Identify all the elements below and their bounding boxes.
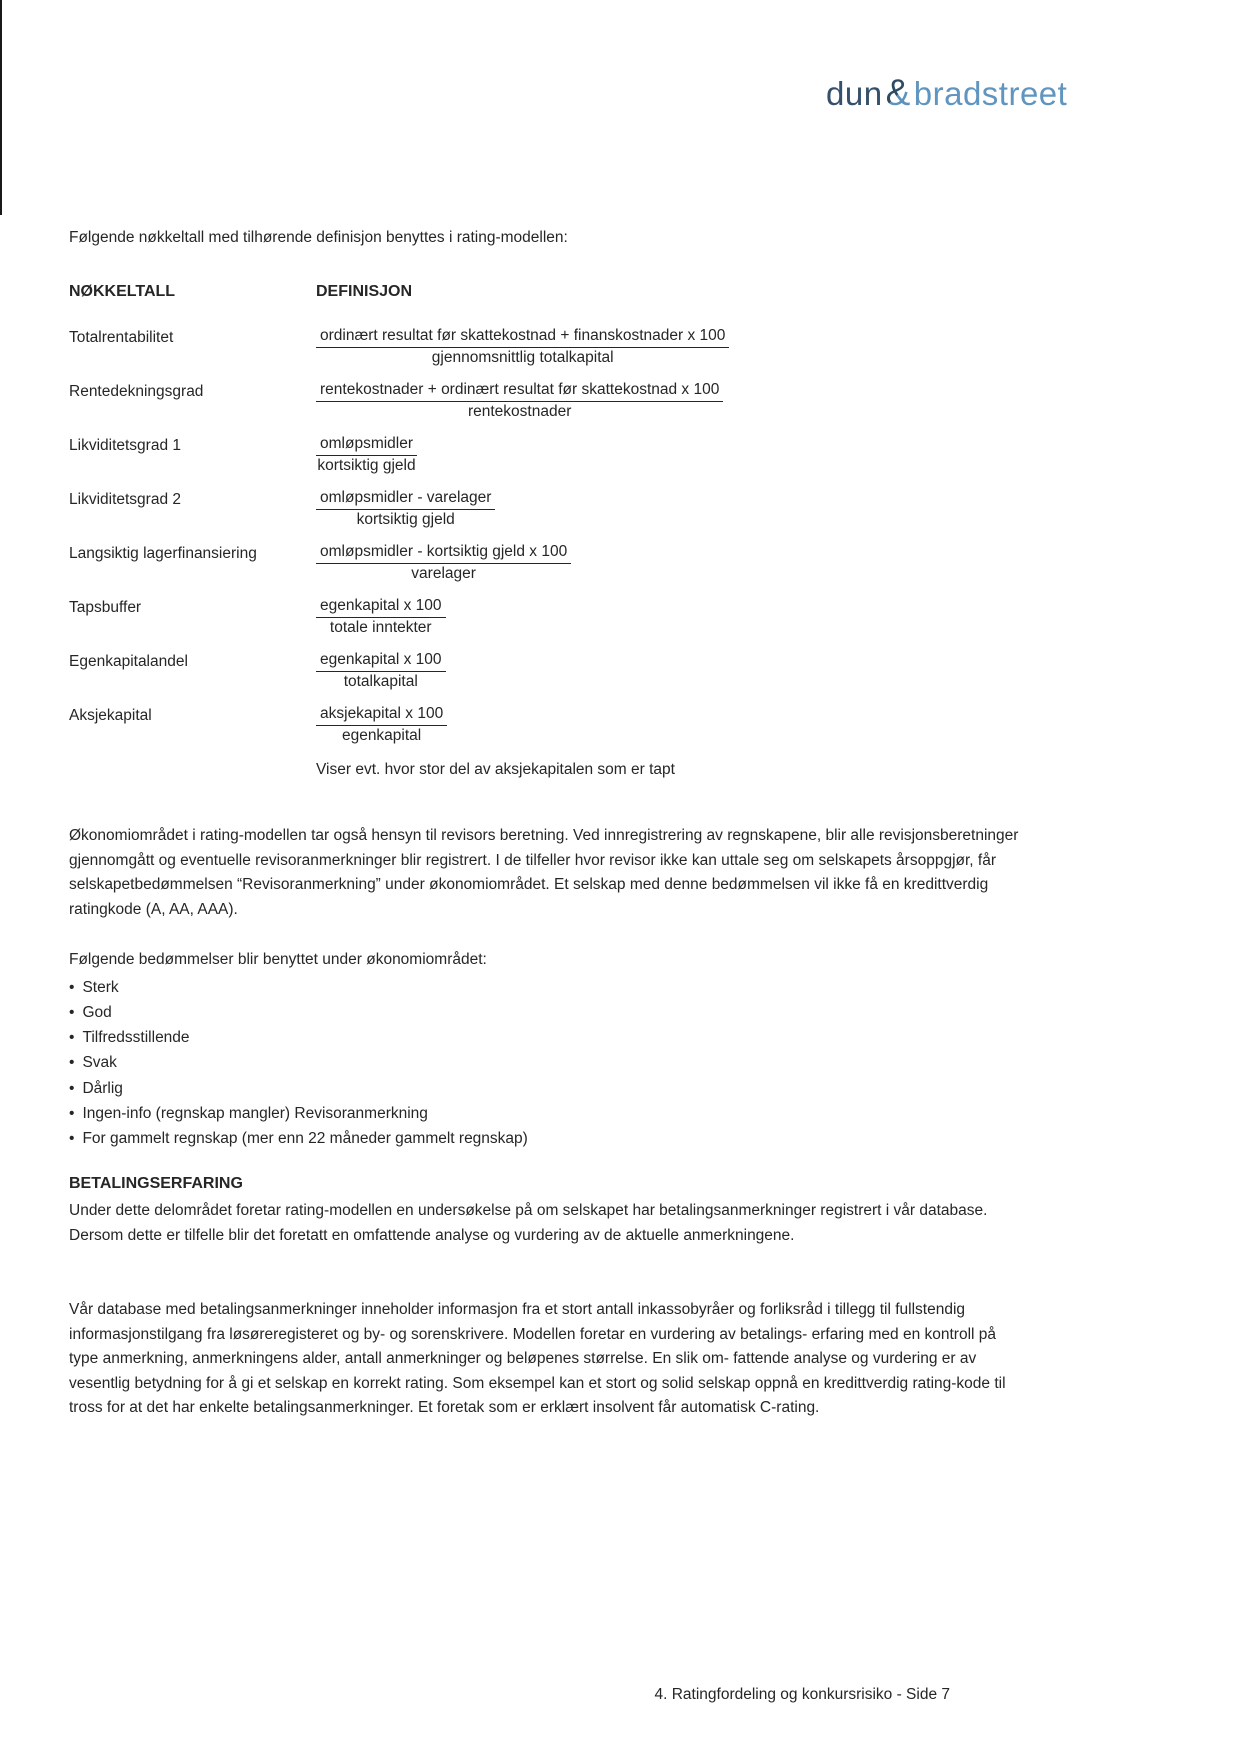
key-figures-table: [69, 283, 1029, 779]
assessments-intro: Følgende bedømmelser blir benyttet under økonomiområdet:: [69, 951, 487, 968]
bullet-icon: •: [69, 1054, 75, 1072]
bullet-icon: •: [69, 1029, 75, 1047]
list-item: [69, 1101, 1026, 1126]
key-figure-label: Likviditetsgrad 2: [69, 491, 182, 508]
aksjekapital-note: Viser evt. hvor stor del av aksjekapitalen som er tapt: [316, 761, 675, 778]
bullet-icon: •: [69, 1104, 75, 1122]
fraction-denominator: egenkapital: [341, 727, 422, 744]
fraction-denominator: gjennomsnittlig totalkapital: [431, 349, 614, 366]
table-row: [69, 651, 1029, 691]
column-header-definition: DEFINISJON: [316, 283, 413, 300]
fraction-numerator: omløpsmidler - varelager: [316, 489, 495, 510]
assessments-section: [69, 948, 1026, 1152]
definition-fraction: [316, 381, 723, 421]
intro-text: Følgende nøkkeltall med tilhørende definisjon benyttes i rating-modellen:: [69, 229, 568, 246]
definition-fraction: [316, 543, 571, 583]
key-figure-label: Rentedekningsgrad: [69, 383, 204, 400]
key-figure-label: Langsiktig lagerfinansiering: [69, 545, 257, 562]
list-item: [69, 1050, 1026, 1075]
definition-fraction: [316, 705, 447, 745]
definition-fraction: [316, 489, 495, 529]
fraction-numerator: aksjekapital x 100: [316, 705, 447, 726]
definition-fraction: [316, 597, 446, 637]
key-figure-label: Aksjekapital: [69, 707, 152, 724]
definition-fraction: [316, 651, 446, 691]
bullet-icon: •: [69, 1130, 75, 1148]
bullet-icon: •: [69, 1079, 75, 1097]
fraction-numerator: egenkapital x 100: [316, 597, 446, 618]
logo-ampersand-icon: &: [885, 72, 911, 113]
fraction-denominator: kortsiktig gjeld: [317, 457, 416, 474]
table-row: [69, 435, 1029, 475]
page-footer: 4. Ratingfordeling og konkursrisiko - Side 7: [654, 1686, 950, 1703]
table-row: [69, 543, 1029, 583]
list-item: [69, 1076, 1026, 1101]
list-item-label: Svak: [82, 1054, 117, 1072]
key-figure-label: Totalrentabilitet: [69, 329, 174, 346]
fraction-denominator: totalkapital: [343, 673, 418, 690]
key-figure-label: Egenkapitalandel: [69, 653, 188, 670]
fraction-denominator: kortsiktig gjeld: [356, 511, 455, 528]
fraction-numerator: ordinært resultat før skattekostnad + finanskostnader x 100: [316, 327, 729, 348]
fraction-denominator: varelager: [411, 565, 476, 582]
list-item-label: For gammelt regnskap (mer enn 22 måneder gammelt regnskap): [82, 1130, 528, 1148]
list-item-label: Tilfredsstillende: [82, 1029, 190, 1047]
list-item-label: God: [82, 1003, 112, 1021]
fraction-denominator: totale inntekter: [329, 619, 432, 636]
definition-fraction: [316, 327, 729, 367]
fraction-numerator: egenkapital x 100: [316, 651, 446, 672]
list-item: [69, 1126, 1026, 1151]
table-row: [69, 597, 1029, 637]
logo-bradstreet-text: bradstreet: [913, 75, 1068, 112]
assessments-list: [69, 975, 1026, 1152]
economy-paragraph: Økonomiområdet i rating-modellen tar også hensyn til revisors beretning. Ved innregistrering av regnskapene, blir alle revisjonsberetninger gjennomgått og eventuelle revisoranmerkninger blir registrert. I de tilfeller hvor revisor ikke kan uttale seg om selskapets årsoppgjør, får selskapetbedømmelsen “Revisoranmerkning” under økonomiområdet. Et selskap med denne bedømmelsen vil ikke få en kredittverdig ratingkode (A, AA, AAA).: [69, 827, 1019, 918]
fraction-numerator: omløpsmidler - kortsiktig gjeld x 100: [316, 543, 571, 564]
column-header-key-figure: NØKKELTALL: [69, 283, 176, 300]
logo-dun-text: dun: [826, 75, 883, 112]
list-item-label: Dårlig: [82, 1079, 123, 1097]
key-figure-label: Tapsbuffer: [69, 599, 142, 616]
table-header-row: [69, 283, 1029, 301]
table-row: [69, 489, 1029, 529]
list-item: [69, 975, 1026, 1000]
table-row: [69, 381, 1029, 421]
fraction-numerator: omløpsmidler: [316, 435, 417, 456]
bullet-icon: •: [69, 1003, 75, 1021]
definition-fraction: [316, 435, 417, 475]
key-figure-label: Likviditetsgrad 1: [69, 437, 182, 454]
payment-experience-heading: BETALINGSERFARING: [69, 1175, 243, 1192]
bullet-icon: •: [69, 978, 75, 996]
list-item-label: Ingen-info (regnskap mangler) Revisoranmerkning: [82, 1104, 428, 1122]
payment-paragraph-2: Vår database med betalingsanmerkninger inneholder informasjon fra et stort antall inkassobyråer og forliksråd i tillegg til fullstendig informasjonstilgang fra løsøreregisteret og by- og sorenskrivere. Modellen foretar en vurdering av betalings- erfaring med en kontroll på type anmerkning, anmerkningens alder, antall anmerkninger og beløpenes størrelse. En slik om- fattende analyse og vurdering er av vesentlig betydning for å gi et selskap en korrekt rating. Som eksempel kan et stort og solid selskap oppnå en kredittverdig rating-kode til tross for at det har enkelte betalingsanmerkninger. Et foretak som er erklært insolvent får automatisk C-rating.: [69, 1301, 1006, 1416]
dun-bradstreet-logo: [826, 74, 1067, 111]
scan-edge-artifact: [0, 0, 2, 215]
fraction-denominator: rentekostnader: [467, 403, 572, 420]
payment-paragraph-1: Under dette delområdet foretar rating-modellen en undersøkelse på om selskapet har betalingsanmerkninger registrert i vår database. Dersom dette er tilfelle blir det foretatt en omfattende analyse og vurdering av de aktuelle anmerkningene.: [69, 1202, 988, 1244]
table-row: [69, 705, 1029, 745]
fraction-numerator: rentekostnader + ordinært resultat før skattekostnad x 100: [316, 381, 723, 402]
list-item: [69, 1000, 1026, 1025]
list-item-label: Sterk: [82, 978, 119, 996]
list-item: [69, 1025, 1026, 1050]
table-row: [69, 327, 1029, 367]
